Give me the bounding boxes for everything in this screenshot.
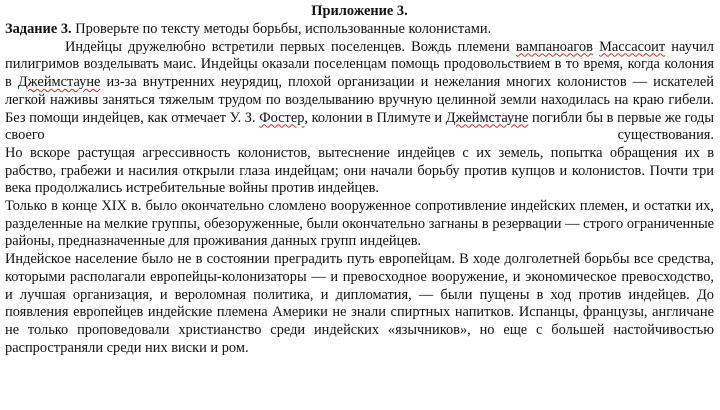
paragraph-indians-welcome xyxy=(5,39,714,145)
paragraph-text: Индейцы дружелюбно встретили первых поселенцев. Вождь племени xyxy=(65,38,516,55)
spellcheck-word: Массасоит xyxy=(599,38,666,55)
paragraph-colonizer-means: Индейское население было не в состоянии преградить путь европейцам. В ходе долголетней борьбы все средства, которыми располагали европейцы-колонизаторы — и превосходное вооружение, и экономическое превосходство, и лучшая организация, и вероломная политика, и дипломатия, — были пущены в ход против индейцев. До появления европейцев индейские племена Америки не знали спиртных напитков. Испанцы, французы, англичане не только проповедовали христианство среди индейских «язычников», но еще с большей настойчивостью распространяли среди них виски и ром. xyxy=(5,251,714,356)
appendix-title: Приложение 3. xyxy=(311,3,408,19)
spellcheck-word: вампаноагов xyxy=(515,38,593,55)
spellcheck-word: Джеймстауне xyxy=(445,109,529,126)
paragraph-text: погибли бы в первые же годы своего существования. xyxy=(5,109,714,144)
paragraph-aggression: Но вскоре растущая агрессивность колонистов, вытеснение индейцев с их земель, попытка обращения их в рабство, грабежи и насилия открыли глаза индейцам; они начали борьбу против купцов и колонистов. Почти три века продолжались истребительные войны против индейцев. xyxy=(5,144,714,197)
paragraph-text: научил пилигримов возделывать маис. Индейцы оказали поселенцам помощь продовольствием в то время, когда колония в xyxy=(5,38,714,91)
task-text: Проверьте по тексту методы борьбы, использованные колонистами. xyxy=(71,21,492,37)
paragraph-text: из-за внутренних неурядиц, плохой организации и нежелания многих колонистов — искателей легкой наживы заняться тяжелым трудом по возделыванию вручную целинной земли находилась на краю гибели. Без помощи индейцев, как отмечает У. З. xyxy=(5,74,714,126)
spellcheck-word: Джеймстауне xyxy=(17,74,101,91)
paragraph-text: , колонии в Плимуте и xyxy=(304,109,446,126)
task-instruction xyxy=(5,21,714,39)
task-label: Задание 3. xyxy=(5,21,72,37)
spellcheck-word: Фостер xyxy=(259,109,305,126)
paragraph-reservations: Только в конце XIX в. было окончательно сломлено вооруженное сопротивление индейских племен, и остатки их, разделенные на мелкие группы, обезоруженные, были окончательно загнаны в резервации — строго ограниченные районы, предназначенные для проживания данных групп индейцев. xyxy=(5,198,714,250)
